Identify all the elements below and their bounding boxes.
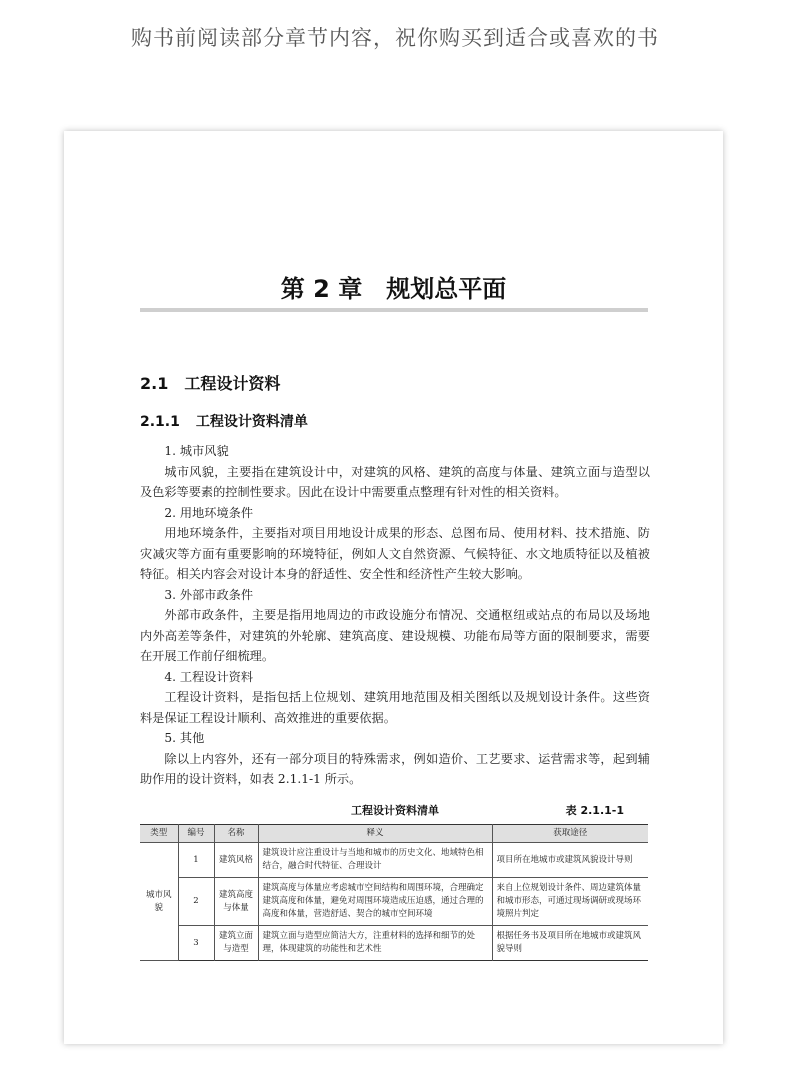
item-heading: 2. 用地环境条件 — [164, 505, 254, 520]
number-cell: 2 — [178, 878, 214, 926]
chapter-title: 第 2 章 规划总平面 — [280, 275, 507, 303]
item-heading: 1. 城市风貌 — [164, 444, 229, 458]
subsection-title: 工程设计资料清单 — [195, 414, 308, 430]
book-page — [64, 131, 723, 1044]
column-header: 类型 — [140, 825, 178, 843]
subsection-number: 2.1.1 — [140, 414, 180, 430]
name-cell: 建筑立面与造型 — [214, 926, 258, 961]
type-cell: 城市风貌 — [140, 843, 178, 961]
item-paragraph: 用地环境条件，主要指对项目用地设计成果的形态、总图布局、使用材料、技术措施、防灾减灾等方面有重要影响的环境特征，例如人文自然资源、气候特征、水文地质特征以及植被特征。相关内容会对设计本身的舒适性、安全性和经济性产生较大影响。 — [140, 526, 650, 581]
section-number: 2.1 — [140, 374, 169, 393]
table-title: 工程设计资料清单 — [351, 804, 439, 817]
section-heading — [140, 371, 280, 394]
name-cell: 建筑高度与体量 — [214, 878, 258, 926]
column-header: 编号 — [178, 825, 214, 843]
table-row — [140, 878, 648, 926]
item-paragraph: 工程设计资料，是指包括上位规划、建筑用地范围及相关图纸以及规划设计条件。这些资料是保证工程设计顺利、高效推进的重要依据。 — [140, 690, 650, 725]
table-header-row — [140, 825, 648, 843]
number-cell: 1 — [178, 843, 214, 878]
item-paragraph: 除以上内容外，还有一部分项目的特殊需求，例如造价、工艺要求、运营需求等，起到辅助作用的设计资料，如表 2.1.1-1 所示。 — [140, 751, 650, 786]
item-heading: 5. 其他 — [164, 731, 205, 745]
column-header: 名称 — [214, 825, 258, 843]
body-text — [140, 441, 650, 790]
table-number: 表 2.1.1-1 — [565, 804, 624, 817]
table-row — [140, 926, 648, 961]
item-paragraph: 外部市政条件，主要是指用地周边的市政设施分布情况、交通枢纽或站点的布局以及场地内外高差等条件，对建筑的外轮廓、建筑高度、建设规模、功能布局等方面的限制要求，需要在开展工作前仔细梳理。 — [140, 608, 650, 663]
name-cell: 建筑风格 — [214, 843, 258, 878]
description-cell: 建筑设计应注重设计与当地和城市的历史文化、地域特色相结合，融合时代特征、合理设计 — [258, 843, 492, 878]
item-heading: 3. 外部市政条件 — [164, 587, 254, 602]
column-header: 释义 — [258, 825, 492, 843]
number-cell: 3 — [178, 926, 214, 961]
table-caption — [140, 802, 650, 820]
chapter-divider — [140, 308, 648, 312]
data-table — [140, 824, 648, 961]
top-banner: 购书前阅读部分章节内容，祝你购买到适合或喜欢的书 — [131, 26, 659, 50]
source-cell: 项目所在地城市或建筑风貌设计导则 — [492, 843, 648, 878]
table-row — [140, 843, 648, 878]
subsection-heading — [140, 411, 308, 431]
item-heading: 4. 工程设计资料 — [164, 669, 254, 684]
source-cell: 来自上位规划设计条件、周边建筑体量和城市形态，可通过现场调研或现场环境照片判定 — [492, 878, 648, 926]
section-title: 工程设计资料 — [184, 374, 281, 393]
description-cell: 建筑立面与造型应简洁大方，注重材料的选择和细节的处理，体现建筑的功能性和艺术性 — [258, 926, 492, 961]
source-cell: 根据任务书及项目所在地城市或建筑风貌导则 — [492, 926, 648, 961]
description-cell: 建筑高度与体量应考虑城市空间结构和周围环境，合理确定建筑高度和体量，避免对周围环境造成压迫感，通过合理的高度和体量，营造舒适、契合的城市空间环境 — [258, 878, 492, 926]
column-header: 获取途径 — [492, 825, 648, 843]
item-paragraph: 城市风貌，主要指在建筑设计中，对建筑的风格、建筑的高度与体量、建筑立面与造型以及色彩等要素的控制性要求。因此在设计中需要重点整理有针对性的相关资料。 — [140, 464, 650, 499]
